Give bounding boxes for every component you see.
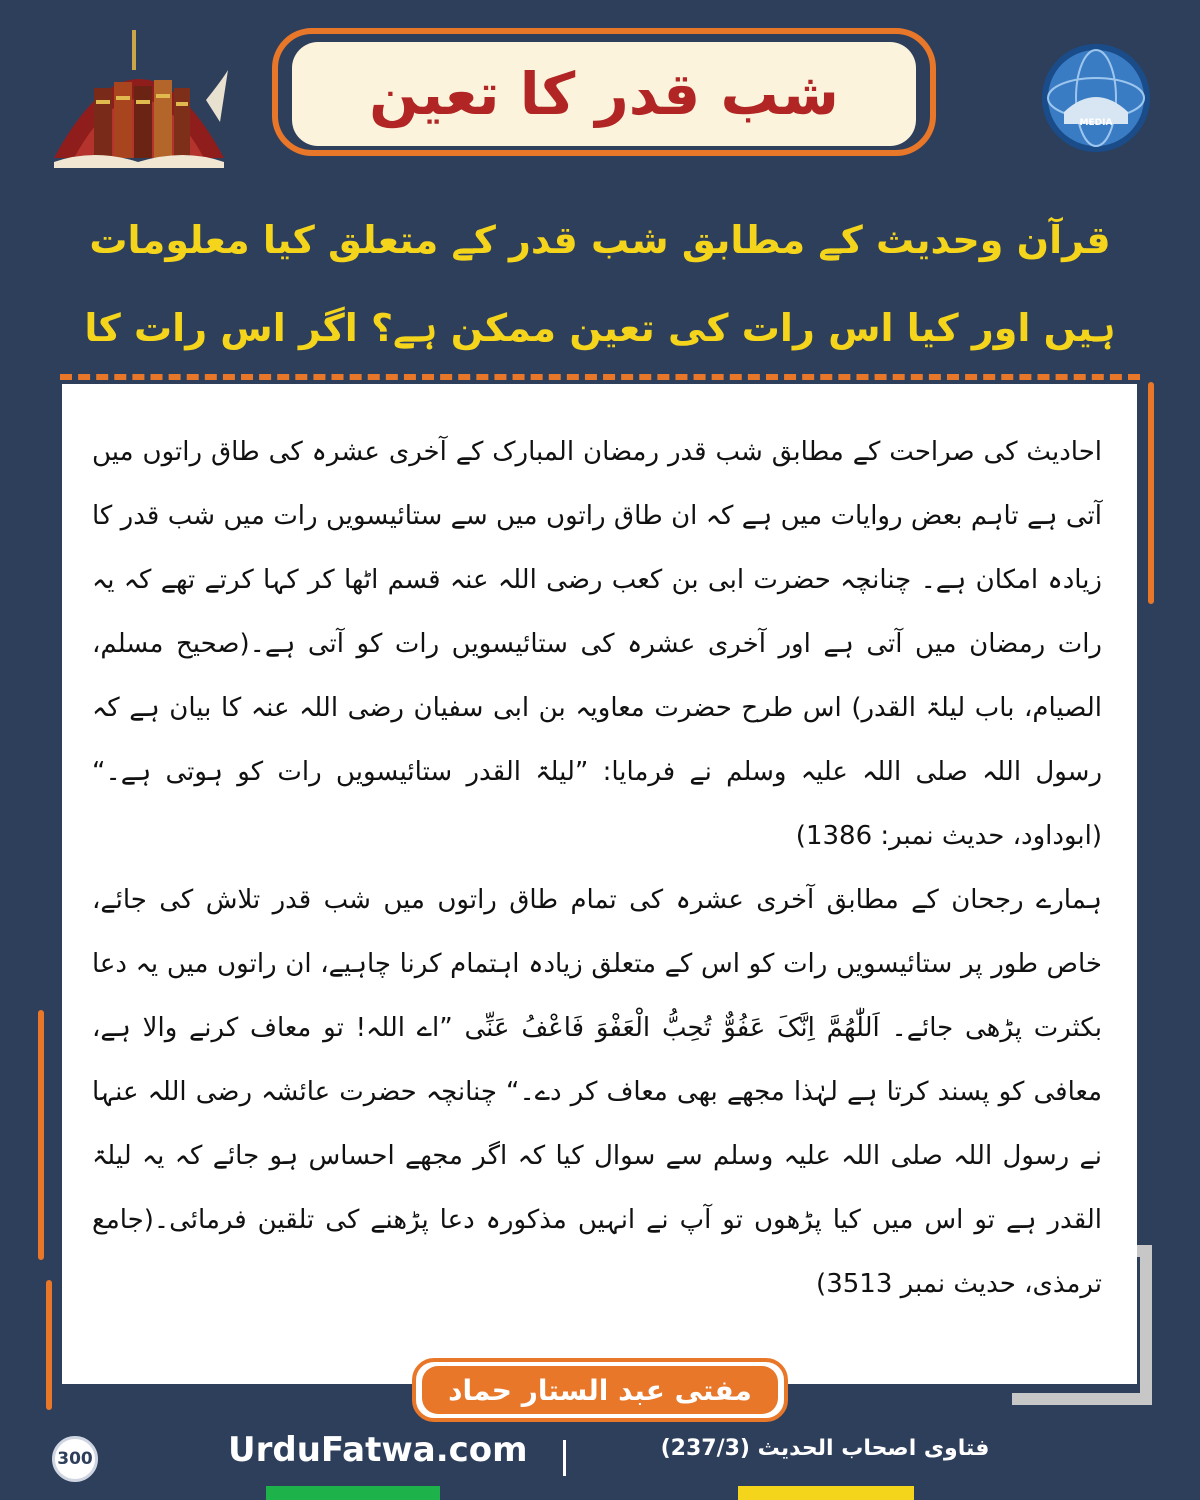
author-badge (422, 1366, 778, 1414)
right-accent-bar (1148, 382, 1154, 604)
page-title: شب قدر کا تعین (369, 60, 839, 128)
logo-label: MEDIA (1079, 118, 1113, 128)
globe-logo-icon (1040, 42, 1152, 154)
answer-paragraph-1: احادیث کی صراحت کے مطابق شب قدر رمضان المبارک کے آخری عشرہ کی طاق راتوں میں آتی ہے تاہم بعض روایات میں ہے کہ ان طاق راتوں میں سے ستائیسویں رات میں شب قدر کا زیادہ امکان ہے۔ چنانچہ حضرت ابی بن کعب رضی اللہ عنہ قسم اٹھا کر کہا کرتے تھے کہ یہ رات رمضان میں آتی ہے اور آخری عشرہ کی ستائیسویں رات کو آتی ہے۔(صحیح مسلم، الصیام، باب لیلۃ القدر) اس طرح حضرت معاویہ بن ابی سفیان رضی اللہ عنہ کا بیان ہے کہ رسول اللہ صلی اللہ علیہ وسلم نے فرمایا: ”لیلۃ القدر ستائیسویں رات کو ہوتی ہے۔“ (ابوداود، حدیث نمبر: 1386) (92, 437, 1102, 851)
left-accent-bar (38, 1010, 44, 1260)
dashed-divider (60, 374, 1140, 380)
green-accent-bar (266, 1486, 440, 1500)
answer-text (92, 420, 1102, 1316)
answer-paragraph-2: ہمارے رجحان کے مطابق آخری عشرہ کی تمام طاق راتوں میں شب قدر تلاش کی جائے، خاص طور پر ستائیسویں رات کو اس کے متعلق زیادہ اہتمام کرنا چاہیے، ان راتوں میں یہ دعا بکثرت پڑھی جائے۔ اَللّٰھُمَّ اِنَّکَ عَفُوٌّ تُحِبُّ الْعَفْوَ فَاعْفُ عَنِّی ”اے اللہ! تو معاف کرنے والا ہے، معافی کو پسند کرتا ہے لہٰذا مجھے بھی معاف کر دے۔“ چنانچہ حضرت عائشہ رضی اللہ عنہا نے رسول اللہ صلی اللہ علیہ وسلم سے سوال کیا کہ اگر مجھے احساس ہو جائے کہ یہ لیلۃ القدر ہے تو اس میں کیا پڑھوں تو آپ نے انہیں مذکورہ دعا پڑھنے کی تلقین فرمائی۔(جامع ترمذی، حدیث نمبر 3513) (92, 885, 1102, 1299)
author-name: مفتی عبد الستار حماد (448, 1373, 752, 1407)
books-illustration-icon (34, 30, 244, 170)
question-heading: قرآن وحدیث کے مطابق شب قدر کے متعلق کیا معلومات ہیں اور کیا اس رات کی تعین ممکن ہے؟ اگر اس رات کا (84, 218, 1116, 350)
left-accent-bar-short (46, 1280, 52, 1410)
page-number: 300 (52, 1436, 98, 1482)
yellow-accent-bar (738, 1486, 914, 1500)
website-link[interactable]: UrduFatwa.com (228, 1430, 528, 1470)
source-reference: فتاوی اصحاب الحدیث (237/3) (660, 1436, 990, 1461)
footer-separator (563, 1440, 566, 1476)
title-box (292, 42, 916, 146)
